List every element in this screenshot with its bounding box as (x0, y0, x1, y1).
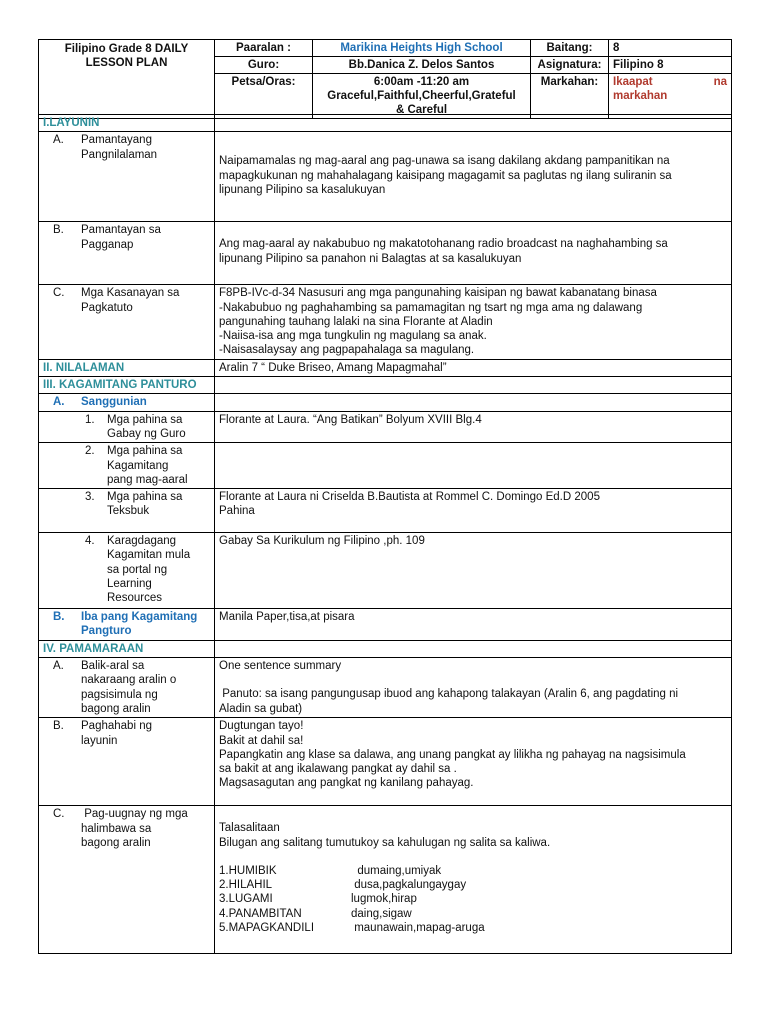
lesson-table (38, 114, 732, 954)
kagamitan-item-3-label: 3. Mga pahina sa Teksbuk (39, 489, 215, 533)
vocab-item: 3.LUGAMI lugmok,hirap (219, 893, 417, 906)
nilalaman-content: Aralin 7 “ Duke Briseo, Amang Mapagmahal” (215, 359, 732, 376)
document-title: Filipino Grade 8 DAILY LESSON PLAN (39, 40, 215, 119)
section-layunin: I.LAYUNIN (39, 115, 215, 132)
markahan-value: Ikaapat na markahan (609, 74, 732, 119)
section-pamamaraan: IV. PAMAMARAAN (39, 640, 215, 657)
sanggunian-label: A. Sanggunian (39, 394, 215, 411)
vocab-item: 5.MAPAGKANDILI maunawain,mapag-aruga (219, 922, 485, 935)
kagamitan-item-4-content: Gabay Sa Kurikulum ng Filipino ,ph. 109 (215, 533, 732, 609)
kagamitan-item-2-content (215, 443, 732, 489)
iba-pang-kagamitan-content: Manila Paper,tisa,at pisara (215, 609, 732, 641)
asignatura-label: Asignatura: (531, 57, 609, 74)
vocab-item: 1.HUMIBIK dumaing,umiyak (219, 864, 442, 877)
kagamitan-item-3-content: Florante at Laura ni Criselda B.Bautista at Rommel C. Domingo Ed.D 2005 Pahina (215, 489, 732, 533)
layunin-a-content: Naipamamalas ng mag-aaral ang pag-unawa sa isang dakilang akdang pampanitikan na mapagkukunan ng mahahalagang kaisipang magagamit sa paglutas ng ilang suliranin sa lipunang Pilipino sa kasalukuyan (215, 132, 732, 222)
baitang-value: 8 (609, 40, 732, 57)
section-kagamitan: III. KAGAMITANG PANTURO (39, 377, 215, 394)
section-nilalaman: II. NILALAMAN (39, 359, 215, 376)
layunin-b-label: B. Pamantayan sa Pagganap (39, 222, 215, 285)
kagamitan-item-1-content: Florante at Laura. “Ang Batikan” Bolyum XVIII Blg.4 (215, 411, 732, 443)
kagamitan-item-2-label: 2. Mga pahina sa Kagamitang pang mag-aaral (39, 443, 215, 489)
baitang-label: Baitang: (531, 40, 609, 57)
guro-label: Guro: (215, 57, 313, 74)
layunin-c-content: F8PB-IVc-d-34 Nasusuri ang mga pangunahing kaisipan ng bawat kabanatang binasa -Nakabubuo ng paghahambing sa pamamagitan ng tsart ng mga ama ng dalawang pangunahing tauhang lalaki na sina Florante at Aladin -Naiisa-isa ang mga tungkulin ng magulang sa anak. -Naisasalaysay ang pagpapahalaga sa magulang. (215, 285, 732, 359)
layunin-c-label: C. Mga Kasanayan sa Pagkatuto (39, 285, 215, 359)
header-table (38, 39, 732, 119)
asignatura-value: Filipino 8 (609, 57, 732, 74)
pamamaraan-c-content: Talasalitaan Bilugan ang salitang tumutukoy sa kahulugan ng salita sa kaliwa. 1.HUMIBIK dumaing,umiyak 2.HILAHIL dusa,pagkalungaygay 3.LUGAMI lugmok,hirap 4.PANAMBITAN daing,sigaw 5.MAPAGKANDILI maunawain,mapag-aruga (215, 806, 732, 954)
markahan-label: Markahan: (531, 74, 609, 119)
paaralan-label: Paaralan : (215, 40, 313, 57)
layunin-b-content: Ang mag-aaral ay nakabubuo ng makatotohanang radio broadcast na naghahambing sa lipunang Pilipino sa panahon ni Balagtas at sa kasalukuyan (215, 222, 732, 285)
kagamitan-item-4-label: 4. Karagdagang Kagamitan mula sa portal ng Learning Resources (39, 533, 215, 609)
pamamaraan-b-content: Dugtungan tayo! Bakit at dahil sa! Papangkatin ang klase sa dalawa, ang unang pangkat ay lilikha ng pahayag na nagsisimula sa bakit at ang ikalawang pangkat ay dahil sa . Magsasagutan ang pangkat ng kanilang pahayag. (215, 718, 732, 806)
pamamaraan-a-label: A. Balik-aral sa nakaraang aralin o pagsisimula ng bagong aralin (39, 658, 215, 718)
vocab-item: 2.HILAHIL dusa,pagkalungaygay (219, 879, 467, 892)
pamamaraan-b-label: B. Paghahabi ng layunin (39, 718, 215, 806)
vocab-item: 4.PANAMBITAN daing,sigaw (219, 907, 412, 920)
pamamaraan-c-label: C. Pag-uugnay ng mga halimbawa sa bagong aralin (39, 806, 215, 954)
kagamitan-item-1-label: 1. Mga pahina sa Gabay ng Guro (39, 411, 215, 443)
pamamaraan-a-content: One sentence summary Panuto: sa isang pangungusap ibuod ang kahapong talakayan (Aralin 6, ang pagdating ni Aladin sa gubat) (215, 658, 732, 718)
layunin-a-label: A. Pamantayang Pangnilalaman (39, 132, 215, 222)
petsa-label: Petsa/Oras: (215, 74, 313, 119)
petsa-value: 6:00am -11:20 am Graceful,Faithful,Cheerful,Grateful & Careful (313, 74, 531, 119)
paaralan-value: Marikina Heights High School (313, 40, 531, 57)
iba-pang-kagamitan-label: B. Iba pang Kagamitang Pangturo (39, 609, 215, 641)
guro-value: Bb.Danica Z. Delos Santos (313, 57, 531, 74)
